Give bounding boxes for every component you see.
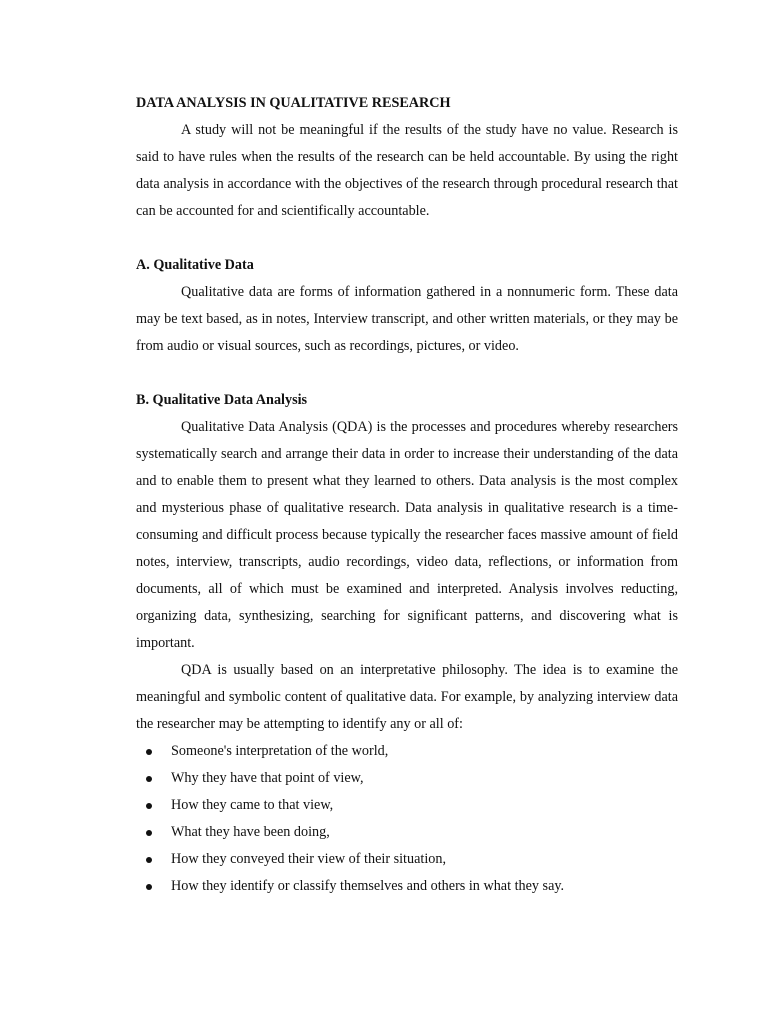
section-a-heading: A. Qualitative Data — [136, 257, 254, 273]
bullet-icon — [146, 803, 152, 809]
section-b-paragraph-2: QDA is usually based on an interpretative philosophy. The idea is to examine the meaningful and symbolic content of qualitative data. For example, by analyzing interview data the researcher may be attempting to identify any or all of: — [136, 662, 678, 732]
document-title: DATA ANALYSIS IN QUALITATIVE RESEARCH — [136, 95, 451, 111]
bullet-icon — [146, 857, 152, 863]
bullet-icon — [146, 776, 152, 782]
list-item-text: Someone's interpretation of the world, — [171, 743, 389, 759]
list-item — [136, 873, 678, 900]
document-page — [136, 90, 678, 900]
bullet-icon — [146, 884, 152, 890]
list-item-text: Why they have that point of view, — [171, 770, 364, 786]
list-item-text: How they came to that view, — [171, 797, 334, 813]
bullet-icon — [146, 749, 152, 755]
section-b-paragraph-1: Qualitative Data Analysis (QDA) is the processes and procedures whereby researchers systematically search and arrange their data in order to increase their understanding of the data and to enable them to present what they learned to others. Data analysis is the most complex and mysterious phase of qualitative research. Data analysis in qualitative research is a time-consuming and difficult process because typically the researcher faces massive amount of field notes, interview, transcripts, audio recordings, video data, reflections, or information from documents, all of which must be examined and interpreted. Analysis involves reducting, organizing data, synthesizing, searching for significant patterns, and discovering what is important. — [136, 419, 678, 651]
list-item-text: How they identify or classify themselves and others in what they say. — [171, 878, 565, 894]
list-item — [136, 846, 678, 873]
bullet-list — [136, 738, 678, 900]
intro-paragraph: A study will not be meaningful if the results of the study have no value. Research is said to have rules when the results of the research can be held accountable. By using the right data analysis in accordance with the objectives of the research through procedural research that can be accounted for and scientifically accountable. — [136, 122, 678, 219]
section-a-paragraph: Qualitative data are forms of information gathered in a nonnumeric form. These data may be text based, as in notes, Interview transcript, and other written materials, or they may be from audio or visual sources, such as recordings, pictures, or video. — [136, 284, 678, 354]
list-item — [136, 765, 678, 792]
bullet-icon — [146, 830, 152, 836]
list-item — [136, 819, 678, 846]
spacer — [136, 225, 678, 252]
list-item-text: What they have been doing, — [171, 824, 330, 840]
section-b-heading: B. Qualitative Data Analysis — [136, 392, 308, 408]
list-item — [136, 738, 678, 765]
list-item — [136, 792, 678, 819]
spacer — [136, 360, 678, 387]
list-item-text: How they conveyed their view of their situation, — [171, 851, 447, 867]
